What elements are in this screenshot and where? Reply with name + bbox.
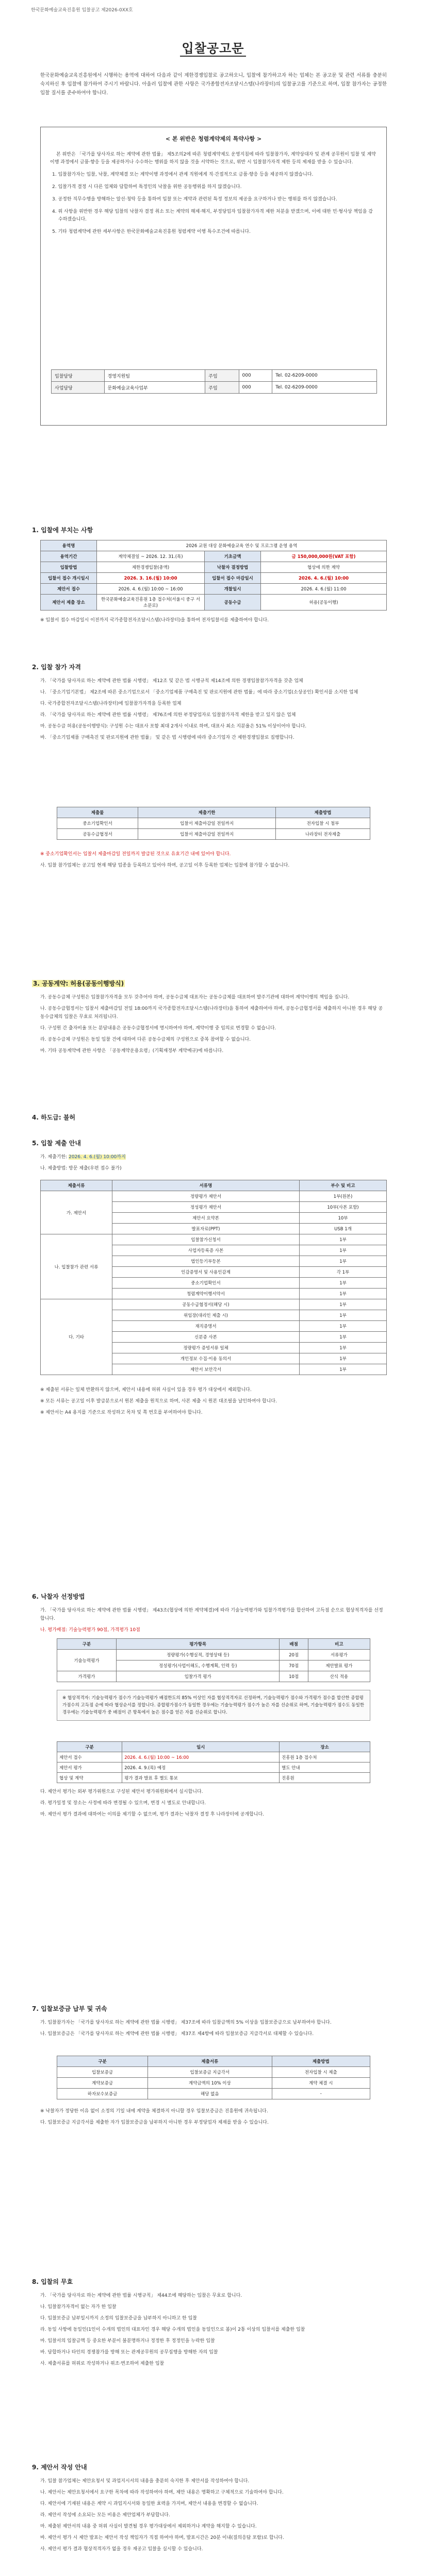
table-row: 정성평가 제안서 10부(사본 포함) — [41, 1202, 387, 1213]
list-item: 다. 입찰보증금 납부일시까지 소정의 입찰보증금을 납부하지 아니하고 한 입찰 — [40, 2316, 197, 2321]
section-3-heading: 3. 공동계약: 허용(공동이행방식) — [33, 980, 124, 987]
section-1-heading: 1. 입찰에 부치는 사항 — [32, 527, 93, 534]
table-row: 정성평가(사업이해도, 수행계획, 인력 등) 70점 제안발표 평가 — [57, 1660, 370, 1671]
table-row: 개인정보 수집·이용 동의서 1부 — [41, 1353, 387, 1364]
table-row: 제안서 평가 2026. 4. 9.(목) 예정 별도 안내 — [57, 1762, 370, 1773]
list-item: 사. 제안서 평가 결과 협상적격자가 없을 경우 재공고 입찰을 실시할 수 있습니다. — [40, 2547, 203, 2552]
table-header-row: 제출물 제출기한 제출방법 — [57, 807, 370, 818]
notice-title: < 본 위반은 청렴계약제의 특약사항 > — [165, 135, 262, 142]
evaluation-table — [57, 1638, 370, 1682]
list-item: 나. 입찰보증금은 「국가를 당사자로 하는 계약에 관한 법률 시행령」 제37조 제4항에 따라 입찰보증금 지급각서로 대체할 수 있습니다. — [40, 2031, 314, 2037]
section-6-after — [40, 1788, 387, 1822]
table-header-row: 구분 평가항목 배점 비고 — [57, 1639, 370, 1650]
submission-table — [57, 807, 370, 840]
section-9-heading: 9. 제안서 작성 안내 — [32, 2464, 87, 2471]
table-header-row: 구분 제출서류 제출방법 — [57, 2056, 370, 2067]
list-item: 바. 담합하거나 타인의 경쟁참가를 방해 또는 관계공무원의 공무집행을 방해한 자의 입찰 — [40, 2350, 218, 2355]
table-row: 용역기간 계약체결일 ~ 2026. 12. 31.(목) 기초금액 금 150,000,000원(VAT 포함) — [41, 551, 387, 562]
table-header-row: 구분 일시 장소 — [57, 1742, 370, 1752]
list-item: 나. 「중소기업기본법」 제2조에 따른 중소기업으로서 「중소기업제품 구매촉진 및 판로지원에 관한 법률」에 따라 중소기업(소상공인) 확인서를 소지한 업체 — [40, 690, 358, 695]
section-7-notes — [40, 2107, 387, 2130]
list-item: 다. 제안서 평가는 외부 평가위원으로 구성된 제안서 평가위원회에서 실시합니다. — [40, 1789, 203, 1794]
table-row: 청렴계약이행서약서 1부 — [41, 1289, 387, 1299]
section-5-intro — [40, 1153, 387, 1176]
table-row: 제안서 제출 장소 한국문화예술교육진흥원 1층 접수처(서울시 중구 서소문로) 공동수급 허용(공동이행) — [41, 595, 387, 611]
notice-item: 1. 입찰참가자는 입찰, 낙찰, 계약체결 또는 계약이행 과정에서 관계 직원에게 직·간접적으로 금품·향응 등을 제공하지 않겠습니다. — [52, 172, 314, 177]
list-item: 바. 제안서 평가 시 제안 발표는 제안서 작성 책임자가 직접 하여야 하며, 발표시간은 20분 이내(질의응답 포함)로 합니다. — [40, 2535, 284, 2540]
table-row: 다. 기타 공동수급협정서(해당 시) 1부 — [41, 1299, 387, 1310]
notice-item: 2. 입찰가격 결정 시 다른 업체와 담합하여 특정인의 낙찰을 위한 공동행위를 하지 않겠습니다. — [52, 184, 242, 190]
table-row: 법인등기부등본 1부 — [41, 1256, 387, 1267]
table-row: 발표자료(PPT) USB 1개 — [41, 1224, 387, 1234]
table-row: 입찰방법 제한경쟁입찰(총액) 낙찰자 결정방법 협상에 의한 계약 — [41, 562, 387, 573]
table-row: 신분증 사본 1부 — [41, 1332, 387, 1343]
section-8-body — [40, 2292, 387, 2371]
table-row: 제안서 접수 2026. 4. 6.(월) 10:00 ~ 16:00 개찰일시 2026. 4. 6.(월) 11:00 — [41, 584, 387, 595]
list-item: ※ 제출된 서류는 일체 반환하지 않으며, 제안서 내용에 허위 사실이 있을 경우 평가 대상에서 제외합니다. — [40, 1387, 252, 1393]
list-item: 가. 공동수급체 구성원은 입찰참가자격을 모두 갖추어야 하며, 공동수급체 대표자는 공동수급체를 대표하여 발주기관에 대하여 계약이행의 책임을 집니다. — [40, 995, 350, 1000]
section-2-heading: 2. 입찰 참가 자격 — [32, 664, 81, 671]
section-1-note: ※ 입찰서 접수 마감일시 이전까지 국가종합전자조달시스템(나라장터)을 통하여 전자입찰서를 제출하여야 합니다. — [40, 618, 269, 623]
list-item: 가. 「국가를 당사자로 하는 계약에 관한 법률 시행령」 제12조 및 같은 법 시행규칙 제14조에 의한 경쟁입찰참가자격을 갖춘 업체 — [40, 679, 303, 684]
table-row: 중소기업확인서 입찰서 제출마감일 전일까지 전자입찰 시 첨부 — [57, 818, 370, 829]
notice-paragraph: 본 위반은 「국가를 당사자로 하는 계약에 관한 법률」 제5조의2에 따른 청렴계약제도 운영지침에 따라 입찰참가자, 계약상대자 및 관계 공무원이 입찰 및 계약 이행 과정에서 금품·향응 등을 제공하거나 수수하는 행위를 하지 않을 것을 서약하는 것으로, 위반 시 입찰참가자격 제한 등의 제재를 받을 수 있습니다. — [50, 152, 376, 165]
table-row: 공동수급협정서 입찰서 제출마감일 전일까지 나라장터 전자제출 — [57, 829, 370, 840]
list-item: 다. 입찰보증금 지급각서를 제출한 자가 입찰보증금을 납부하지 아니한 경우 부정당업자 제재를 받을 수 있습니다. — [40, 2120, 269, 2125]
contact-row: 사업담당 문화예술교육사업부 주임 000 Tel. 02-6209-0000 — [52, 382, 377, 394]
document-number: 한국문화예술교육진흥원 입찰공고 제2026-0XX호 — [31, 8, 133, 13]
list-item: 마. 제출된 제안서의 내용 중 허위 사실이 발견될 경우 평가대상에서 제외하거나 계약을 해지할 수 있습니다. — [40, 2524, 257, 2529]
section-7-body — [40, 2019, 387, 2041]
section-8-heading: 8. 입찰의 무효 — [32, 2278, 73, 2285]
list-item: ※ 모든 서류는 공고일 이후 발급분으로서 원본 제출을 원칙으로 하며, 사본 제출 시 원본 대조필을 날인하여야 합니다. — [40, 1399, 277, 1404]
list-item: 사. 제출서류를 허위로 작성하거나 위조·변조하여 제출한 입찰 — [40, 2361, 165, 2366]
submission-method: 나. 제출방법: 방문 제출(우편 접수 불가) — [40, 1166, 122, 1171]
contact-row: 입찰담당 경영지원팀 주임 000 Tel. 02-6209-0000 — [52, 370, 377, 382]
list-item: 다. 구성원 간 출자비율 또는 분담내용은 공동수급협정서에 명시하여야 하며, 계약이행 중 임의로 변경할 수 없습니다. — [40, 1026, 276, 1031]
list-item: 가. 「국가를 당사자로 하는 계약에 관한 법률 시행규칙」 제44조에 해당하는 입찰은 무효로 합니다. — [40, 2293, 242, 2298]
list-item: 나. 제안서는 제안요청서에서 요구한 목차에 따라 작성하여야 하며, 제안 내용은 명확하고 구체적으로 기술하여야 합니다. — [40, 2490, 284, 2495]
section-5-heading: 5. 입찰 제출 안내 — [32, 1140, 81, 1147]
notice-item: 4. 위 사항을 위반한 경우 해당 입찰의 낙찰자 결정 취소 또는 계약의 해제·해지, 부정당업자 입찰참가자격 제한 처분을 받겠으며, 이에 대한 민·형사상 책임을 감수하겠습니다. — [52, 209, 373, 222]
section-4-heading: 4. 하도급: 불허 — [32, 1114, 76, 1121]
list-item: 마. 제안서 평가 결과에 대하여는 이의를 제기할 수 없으며, 평가 결과는 낙찰자 결정 후 나라장터에 공개합니다. — [40, 1812, 265, 1817]
table-row: 인감증명서 및 사용인감계 각 1부 — [41, 1267, 387, 1278]
integrity-notice-box — [40, 127, 387, 426]
section-6-heading: 6. 낙찰자 선정방법 — [32, 1593, 85, 1600]
section-6-body — [40, 1606, 387, 1637]
table-row: 나. 입찰참가 관련 서류 입찰참가신청서 1부 — [41, 1234, 387, 1245]
table-row: 입찰보증금 입찰보증금 지급각서 전자입찰 시 제출 — [57, 2067, 370, 2078]
table-row: 중소기업확인서 1부 — [41, 1278, 387, 1289]
list-item: 다. 국가종합전자조달시스템(나라장터)에 입찰참가자격을 등록한 업체 — [40, 701, 182, 706]
table-row: 입찰서 접수 개시일시 2026. 3. 16.(월) 10:00 입찰서 접수 마감일시 2026. 4. 6.(월) 10:00 — [41, 573, 387, 584]
notice-item: 5. 기타 청렴계약에 관한 세부사항은 한국문화예술교육진흥원 청렴계약 이행 특수조건에 따릅니다. — [52, 229, 251, 234]
evaluation-notice-box: ※ 협상적격자: 기술능력평가 점수가 기술능력평가 배점한도의 85% 이상인 자를 협상적격자로 선정하며, 기술능력평가 점수와 가격평가 점수를 합산한 종합평가점수의 고득점 순에 따라 협상순서를 정합니다. 종합평가점수가 동일한 경우에는 기술능력평가 점수가 높은 자를 선순위로 하며, 기술능력평가 점수도 동일한 경우에는 기술능력평가 중 배점이 큰 항목에서 높은 점수를 얻은 자를 선순위로 합니다. — [57, 1690, 370, 1721]
table-row: 가격평가 입찰가격 평가 10점 산식 적용 — [57, 1671, 370, 1682]
list-item: 라. 공동수급체 구성원은 동일 입찰 건에 대하여 다른 공동수급체의 구성원으로 중복 참여할 수 없습니다. — [40, 1037, 251, 1042]
list-item: 바. 「중소기업제품 구매촉진 및 판로지원에 관한 법률」 및 같은 법 시행령에 따라 중소기업자 간 제한경쟁입찰로 집행합니다. — [40, 735, 294, 740]
list-item: ※ 중소기업확인서는 입찰서 제출마감일 전일까지 발급된 것으로 유효기간 내에 있어야 합니다. — [40, 852, 231, 857]
list-item: 마. 공동수급 허용(공동이행방식): 구성원 수는 대표사 포함 최대 2개사 이내로 하며, 대표사 최소 지분율은 51% 이상이어야 합니다. — [40, 724, 307, 729]
table-header-row: 제출서류 서류명 부수 및 비고 — [41, 1180, 387, 1191]
section-2-body — [40, 677, 387, 745]
contact-table — [51, 369, 377, 394]
list-item: 사. 입찰 참가업체는 공고일 현재 해당 업종을 등록하고 있어야 하며, 공고일 이후 등록한 업체는 입찰에 참가할 수 없습니다. — [40, 863, 290, 868]
section-9-body — [40, 2477, 387, 2556]
bid-summary-table — [40, 540, 387, 611]
required-documents-table — [40, 1180, 387, 1375]
submission-period: 가. 제출기한: 2026. 4. 6.(월) 10:00까지 — [40, 1155, 126, 1160]
list-item: 나. 공동수급협정서는 입찰서 제출마감일 전일 18:00까지 국가종합전자조달시스템(나라장터)을 통하여 제출하여야 하며, 공동수급협정서를 제출하지 아니한 경우 해당 공동수급체의 입찰은 무효로 처리됩니다. — [40, 1006, 383, 1020]
list-item: 라. 「국가를 당사자로 하는 계약에 관한 법률 시행령」 제76조에 의한 부정당업자로 입찰참가자격 제한을 받고 있지 않은 업체 — [40, 713, 296, 718]
page-title: 입찰공고문 — [0, 38, 426, 56]
table-row: 기술능력평가 정량평가(수행실적, 경영상태 등) 20점 서류평가 — [57, 1650, 370, 1660]
list-item: 라. 동일 사항에 동일인(1인이 수개의 법인의 대표자인 경우 해당 수개의 법인을 동일인으로 봄)이 2통 이상의 입찰서를 제출한 입찰 — [40, 2327, 305, 2332]
list-item: 가. 입찰 참가업체는 제안요청서 및 과업지시서의 내용을 충분히 숙지한 후 제안서를 작성하여야 합니다. — [40, 2479, 250, 2484]
schedule-table — [57, 1741, 370, 1783]
table-row: 계약보증금 계약금액의 10% 이상 계약 체결 시 — [57, 2078, 370, 2089]
section-7-heading: 7. 입찰보증금 납부 및 귀속 — [32, 2005, 107, 2012]
table-row: 정량평가 증빙서류 일체 1부 — [41, 1343, 387, 1353]
table-row: 제안서 접수 2026. 4. 6.(월) 10:00 ~ 16:00 진흥원 1층 접수처 — [57, 1752, 370, 1762]
section-3-body — [40, 993, 387, 1058]
table-row: 제안서 요약본 10부 — [41, 1213, 387, 1224]
list-item: 나. 입찰참가자격이 없는 자가 한 입찰 — [40, 2304, 117, 2310]
list-item: 라. 제안서 작성에 소요되는 모든 비용은 제안업체가 부담합니다. — [40, 2513, 170, 2518]
table-row: 재직증명서 1부 — [41, 1321, 387, 1332]
section-2-extra — [40, 850, 387, 873]
list-item: 가. 입찰참가자는 「국가를 당사자로 하는 계약에 관한 법률 시행령」 제37조에 따라 입찰금액의 5% 이상을 입찰보증금으로 납부하여야 합니다. — [40, 2020, 332, 2025]
list-item: 다. 제안서에 기재된 내용은 계약 시 과업지시서와 동일한 효력을 가지며, 제안서 내용을 변경할 수 없습니다. — [40, 2501, 258, 2506]
table-row: 위임장(대리인 제출 시) 1부 — [41, 1310, 387, 1321]
table-row: 가. 제안서 정량평가 제안서 1부(원본) — [41, 1191, 387, 1202]
list-item: 라. 평가일정 및 장소는 사정에 따라 변경될 수 있으며, 변경 시 별도로 안내합니다. — [40, 1801, 206, 1806]
deposit-table — [57, 2056, 370, 2099]
section-5-notes — [40, 1386, 387, 1420]
table-row: 사업자등록증 사본 1부 — [41, 1245, 387, 1256]
list-item: 마. 기타 공동계약에 관한 사항은 「공동계약운용요령」(기획재정부 계약예규)에 따릅니다. — [40, 1048, 224, 1054]
notice-item: 3. 공정한 직무수행을 방해하는 알선·청탁 등을 통하여 입찰 또는 계약과 관련된 특정 정보의 제공을 요구하거나 받는 행위를 하지 않겠습니다. — [52, 197, 337, 202]
table-row: 협상 및 계약 평가 결과 발표 후 별도 통보 진흥원 — [57, 1773, 370, 1783]
table-row: 제안서 보안각서 1부 — [41, 1364, 387, 1375]
list-item: 나. 평가배점: 기술능력평가 90점, 가격평가 10점 — [40, 1628, 140, 1633]
list-item: 마. 입찰서의 입찰금액 등 중요한 부분이 불분명하거나 정정한 후 정정인을 누락한 입찰 — [40, 2338, 215, 2344]
table-row: 용역명 2026 교원 대상 문화예술교육 연수 및 프로그램 운영 용역 — [41, 540, 387, 551]
intro-paragraph: 한국문화예술교육진흥원에서 시행하는 용역에 대하여 다음과 같이 제한경쟁입찰로 공고하오니, 입찰에 참가하고자 하는 업체는 본 공고문 및 관련 서류를 충분히 숙지하신 후 입찰에 참가하여 주시기 바랍니다. 아울러 입찰에 관한 사항은 국가종합전자조달시스템(나라장터)의 입찰공고를 기준으로 하며, 입찰 참가자는 공정한 입찰 질서를 준수하여야 합니다. — [40, 73, 387, 96]
list-item: 가. 「국가를 당사자로 하는 계약에 관한 법률 시행령」 제43조(협상에 의한 계약체결)에 따라 기술능력평가와 입찰가격평가를 합산하여 고득점 순으로 협상적격자를 선정합니다. — [40, 1608, 383, 1621]
list-item: ※ 낙찰자가 정당한 이유 없이 소정의 기일 내에 계약을 체결하지 아니할 경우 입찰보증금은 진흥원에 귀속됩니다. — [40, 2109, 268, 2114]
table-row: 하자보수보증금 해당 없음 - — [57, 2089, 370, 2099]
list-item: ※ 제안서는 A4 용지를 기준으로 작성하고 목차 및 쪽 번호를 부여하여야 합니다. — [40, 1410, 203, 1415]
